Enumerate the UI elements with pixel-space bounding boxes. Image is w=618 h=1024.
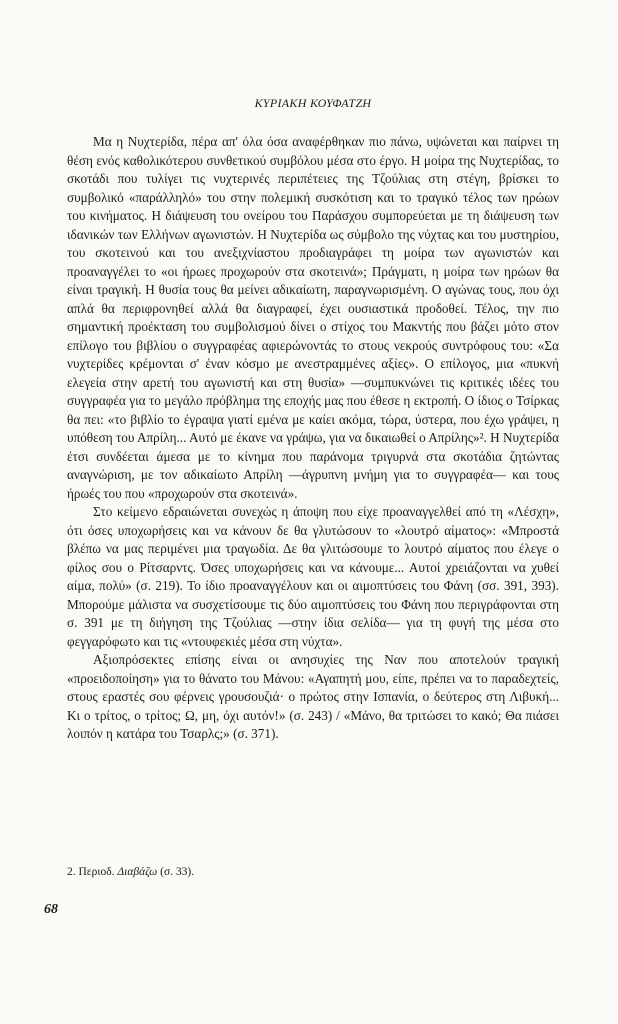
footnote-journal: Διαβάζω xyxy=(117,866,158,878)
page-number: 68 xyxy=(44,902,58,917)
footnote-prefix: Περιοδ. xyxy=(78,866,115,878)
body-text xyxy=(67,133,559,744)
paragraph: Μα η Νυχτερίδα, πέρα απ' όλα όσα αναφέρθηκαν πιο πάνω, υψώνεται και παίρνει τη θέση ενός καθολικότερου συνθετικού συμβόλου μέσα στο έργο. Η μοίρα της Νυχτερίδας, το σκοτάδι που τυλίγει τις νυχτερινές περιπέτειες της Τζούλιας στη στέγη, βρίσκει το συμβολικό «παράλληλό» του στην πολεμική συσκότιση και το τραγικό τέλος των ηρώων του κινήματος. Η διάψευση του ονείρου του Παράσχου συμπορεύεται με τη διάψευση των ιδανικών των Ελλήνων αγωνιστών. Η Νυχτερίδα ως σύμβολο της νύχτας και του μυστηρίου, του σκοτεινού και του ανεξιχνίαστου προδιαγράφει τη μοίρα των αγωνιστών και προαναγγέλει το «οι ήρωες προχωρούν στα σκοτεινά»; Πράγματι, η μοίρα των ηρώων θα είναι τραγική. Η θυσία τους θα μείνει αδικαίωτη, παραγνωρισμένη. Ο αγώνας τους, που όχι απλά θα περιφρονηθεί αλλά θα διαγραφεί, έχει ουσιαστικά προδοθεί. Τέλος, την πιο σημαντική προέκταση του συμβολισμού δίνει ο στίχος του Μακντής που βάζει μότο στον επίλογο του βιβλίου ο συγγραφέας αφιερώνοντάς το στους νεκρούς συντρόφους του: «Σα νυχτερίδες κρέμονται σ' έναν κόσμο με ανεστραμμένες αξίες». Ο επίλογος, μια «πυκνή ελεγεία στην αρετή του αγωνιστή και στη θυσία» —συμπυκνώνει τις κριτικές ιδέες του συγγραφέα για το μεγάλο πρόβλημα της εποχής μας που έθεσε η εκτροπή. Ο ίδιος ο Τσίρκας θα πει: «το βιβλίο το έγραψα γιατί εμένα με καίει ακόμα, τώρα, ύστερα, που έχω γράψει, η υπόθεση του Απρίλη... Αυτό με έκανε να γράψω, για να δικαιωθεί ο Απρίλης»². Η Νυχτερίδα έτσι συνδέεται άμεσα με το κίνημα που παράνομα τριγυρνά στα σκοτάδια ζητώντας αναγνώριση, με τον αδικαίωτο Απρίλη —άγρυπνη μνήμη για το συγγραφέα— και τους ήρωές του που «προχωρούν στα σκοτεινά». xyxy=(67,134,559,501)
footnotes xyxy=(67,866,559,878)
page-content xyxy=(67,96,559,744)
paragraph: Στο κείμενο εδραιώνεται συνεχώς η άποψη που είχε προαναγγελθεί από τη «Λέσχη», ότι όσες υποχωρήσεις και να κάνουν δε θα γλυτώσουν το «λουτρό αίματος»: «Μπροστά βλέπω να μας περιμένει μια τραγωδία. Δε θα γλιτώσουμε το λουτρό αίματος που έλεγε ο φίλος σου ο Ρίτσαρντς. Όσες υποχωρήσεις και να κάνουμε... Αυτοί χρειάζονται να χυθεί αίμα, πολύ» (σ. 219). Το ίδιο προαναγγέλουν και οι αιμοπτύσεις του Φάνη (σσ. 391, 393). Μπορούμε μάλιστα να συσχετίσουμε τις δύο αιμοπτύσεις του Φάνη που περιγράφονται στη σ. 391 με τη διήγηση της Τζούλιας —στην ίδια σελίδα— για τη φυγή της μέσα στο φεγγαρόφωτο και τις «ντουφεκιές μέσα στη νύχτα». xyxy=(67,504,559,649)
paragraph: Αξιοπρόσεκτες επίσης είναι οι ανησυχίες της Ναν που αποτελούν τραγική «προειδοποίηση» για το θάνατο του Μάνου: «Αγαπητή μου, είπε, πρέπει να το παραδεχτείς, στους εραστές σου φέρνεις γρουσουζιά· ο πρώτος στην Ισπανία, ο δεύτερος στη Λιβυκή... Κι ο τρίτος, ο τρίτος; Ω, μη, όχι αυτόν!» (σ. 243) / «Μάνο, θα τριτώσει το κακό; Θα πιάσει λοιπόν η κατάρα του Τσαρλς;» (σ. 371). xyxy=(67,652,559,741)
footnote-number: 2. xyxy=(67,866,76,878)
running-head: ΚΥΡΙΑΚΗ ΚΟΥΦΑΤΖΗ xyxy=(254,96,372,110)
footnote xyxy=(67,866,559,878)
footnote-suffix: (σ. 33). xyxy=(160,866,195,878)
